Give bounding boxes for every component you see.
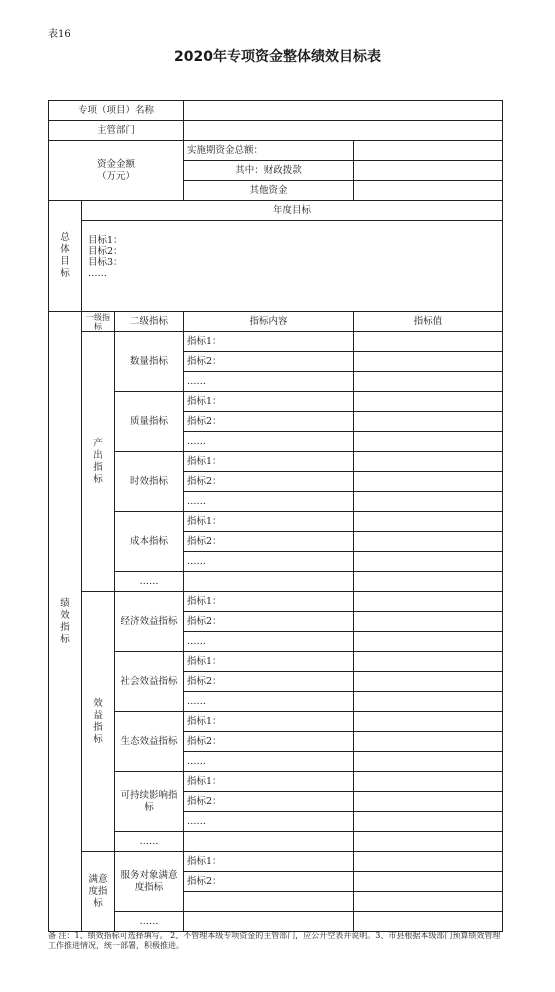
indicator-content[interactable]: 指标2： — [184, 612, 354, 632]
indicator-value[interactable] — [354, 632, 503, 652]
indicator-value[interactable] — [354, 432, 503, 452]
value-header: 指标值 — [354, 312, 503, 332]
indicator-value[interactable] — [354, 712, 503, 732]
benefit-char: 益 — [93, 709, 103, 721]
total-funds-label: 实施期资金总额： — [184, 141, 354, 161]
indicator-content[interactable] — [184, 832, 354, 852]
output-char: 产 — [93, 437, 103, 449]
indicator-content[interactable]: 指标2： — [184, 672, 354, 692]
indicator-char: 标 — [60, 633, 70, 645]
fiscal-funds-label: 其中：财政拨款 — [184, 161, 354, 181]
indicator-content[interactable]: 指标1： — [184, 592, 354, 612]
benefit-char: 效 — [93, 697, 103, 709]
satisfaction-indicator-label — [82, 852, 115, 932]
indicator-value[interactable] — [354, 812, 503, 832]
indicator-content[interactable]: 指标1： — [184, 712, 354, 732]
indicator-content[interactable]: …… — [184, 812, 354, 832]
indicator-value[interactable] — [354, 392, 503, 412]
indicator-content[interactable]: 指标1： — [184, 392, 354, 412]
form-title: 2020年专项资金整体绩效目标表 — [174, 49, 381, 65]
indicator-content[interactable]: 指标2： — [184, 532, 354, 552]
indicator-value[interactable] — [354, 332, 503, 352]
indicator-value[interactable] — [354, 552, 503, 572]
indicator-content[interactable]: 指标2： — [184, 412, 354, 432]
indicator-content[interactable] — [184, 892, 354, 912]
indicator-value[interactable] — [354, 412, 503, 432]
other-funds-value[interactable] — [354, 181, 503, 201]
performance-indicator-label — [49, 312, 82, 932]
indicator-content[interactable]: 指标1： — [184, 852, 354, 872]
benefit-indicator-label — [82, 592, 115, 852]
target-line: 目标2： — [88, 246, 123, 257]
funds-label-text: 资金金额 — [96, 158, 135, 170]
indicator-value[interactable] — [354, 352, 503, 372]
indicator-char: 指 — [60, 621, 70, 633]
department-value[interactable] — [184, 121, 503, 141]
indicator-value[interactable] — [354, 792, 503, 812]
benefit-char: 标 — [93, 733, 103, 745]
satisfaction-char: 度指 — [88, 885, 108, 897]
overall-char: 总 — [60, 232, 70, 243]
economic-benefit-indicator: 经济效益指标 — [115, 592, 184, 652]
funds-label — [49, 141, 184, 201]
service-satisfaction-indicator: 服务对象满意度指标 — [115, 852, 184, 912]
target-line: 目标1： — [88, 235, 123, 246]
level2-header: 二级指标 — [115, 312, 184, 332]
other-funds-label: 其他资金 — [184, 181, 354, 201]
indicator-value[interactable] — [354, 592, 503, 612]
satisfaction-char: 标 — [93, 897, 103, 909]
indicator-content[interactable]: 指标1： — [184, 652, 354, 672]
indicator-content[interactable]: 指标2： — [184, 472, 354, 492]
indicator-content[interactable]: 指标1： — [184, 512, 354, 532]
level1-header: 一级指标 — [82, 312, 115, 332]
indicator-value[interactable] — [354, 752, 503, 772]
cost-indicator: 成本指标 — [115, 512, 184, 572]
indicator-value[interactable] — [354, 672, 503, 692]
social-benefit-indicator: 社会效益指标 — [115, 652, 184, 712]
indicator-value[interactable] — [354, 772, 503, 792]
funds-unit-text: （万元） — [96, 170, 135, 182]
indicator-value[interactable] — [354, 532, 503, 552]
indicator-value[interactable] — [354, 612, 503, 632]
content-header: 指标内容 — [184, 312, 354, 332]
indicator-content[interactable]: …… — [184, 492, 354, 512]
ecological-benefit-indicator: 生态效益指标 — [115, 712, 184, 772]
indicator-content[interactable]: 指标1： — [184, 452, 354, 472]
indicator-value[interactable] — [354, 732, 503, 752]
indicator-content[interactable]: 指标2： — [184, 792, 354, 812]
benefit-char: 指 — [93, 721, 103, 733]
overall-char: 目 — [60, 256, 70, 267]
indicator-content[interactable]: …… — [184, 752, 354, 772]
indicator-value[interactable] — [354, 372, 503, 392]
annual-target-header: 年度目标 — [82, 201, 503, 221]
indicator-char: 绩 — [60, 597, 70, 609]
overall-char: 体 — [60, 244, 70, 255]
performance-target-table — [48, 100, 503, 932]
quantity-indicator: 数量指标 — [115, 332, 184, 392]
overall-target-label — [49, 201, 82, 312]
footnote: 备 注：1、绩效指标可选择填写。 2、不管理本级专项资金的主管部门，应公开空表并说明。3、市县根据本级部门预算绩效管理工作推进情况，统一部署，积极推进。 — [48, 931, 501, 950]
indicator-char: 效 — [60, 609, 70, 621]
indicator-value[interactable] — [354, 652, 503, 672]
indicator-value[interactable] — [354, 852, 503, 872]
department-label: 主管部门 — [49, 121, 184, 141]
output-char: 标 — [93, 473, 103, 485]
satisfaction-char: 满意 — [88, 873, 108, 885]
indicator-value[interactable] — [354, 892, 503, 912]
target-line: …… — [88, 268, 107, 279]
indicator-content[interactable]: 指标1： — [184, 332, 354, 352]
fiscal-funds-value[interactable] — [354, 161, 503, 181]
satisfaction-more: …… — [115, 912, 184, 932]
indicator-value[interactable] — [354, 872, 503, 892]
indicator-value[interactable] — [354, 452, 503, 472]
quality-indicator: 质量指标 — [115, 392, 184, 452]
overall-char: 标 — [60, 268, 70, 279]
indicator-value[interactable] — [354, 692, 503, 712]
indicator-content[interactable]: …… — [184, 372, 354, 392]
indicator-content[interactable] — [184, 572, 354, 592]
timeliness-indicator: 时效指标 — [115, 452, 184, 512]
indicator-content[interactable] — [184, 912, 354, 932]
indicator-content[interactable]: …… — [184, 692, 354, 712]
indicator-content[interactable]: 指标2： — [184, 732, 354, 752]
indicator-content[interactable]: 指标2： — [184, 352, 354, 372]
output-indicator-label — [82, 332, 115, 592]
indicator-value[interactable] — [354, 832, 503, 852]
output-char: 出 — [93, 449, 103, 461]
target-line: 目标3： — [88, 257, 123, 268]
indicator-value[interactable] — [354, 572, 503, 592]
indicator-value[interactable] — [354, 512, 503, 532]
indicator-content[interactable]: …… — [184, 552, 354, 572]
total-funds-value[interactable] — [354, 141, 503, 161]
indicator-value[interactable] — [354, 912, 503, 932]
indicator-content[interactable]: 指标2： — [184, 872, 354, 892]
output-char: 指 — [93, 461, 103, 473]
indicator-content[interactable]: …… — [184, 432, 354, 452]
output-more: …… — [115, 572, 184, 592]
benefit-more: …… — [115, 832, 184, 852]
project-name-value[interactable] — [184, 101, 503, 121]
project-name-label: 专项（项目）名称 — [49, 101, 184, 121]
indicator-content[interactable]: 指标1： — [184, 772, 354, 792]
indicator-value[interactable] — [354, 492, 503, 512]
indicator-content[interactable]: …… — [184, 632, 354, 652]
sustainability-indicator: 可持续影响指标 — [115, 772, 184, 832]
table-number: 表16 — [48, 29, 71, 40]
indicator-value[interactable] — [354, 472, 503, 492]
annual-target-content[interactable] — [82, 221, 503, 312]
